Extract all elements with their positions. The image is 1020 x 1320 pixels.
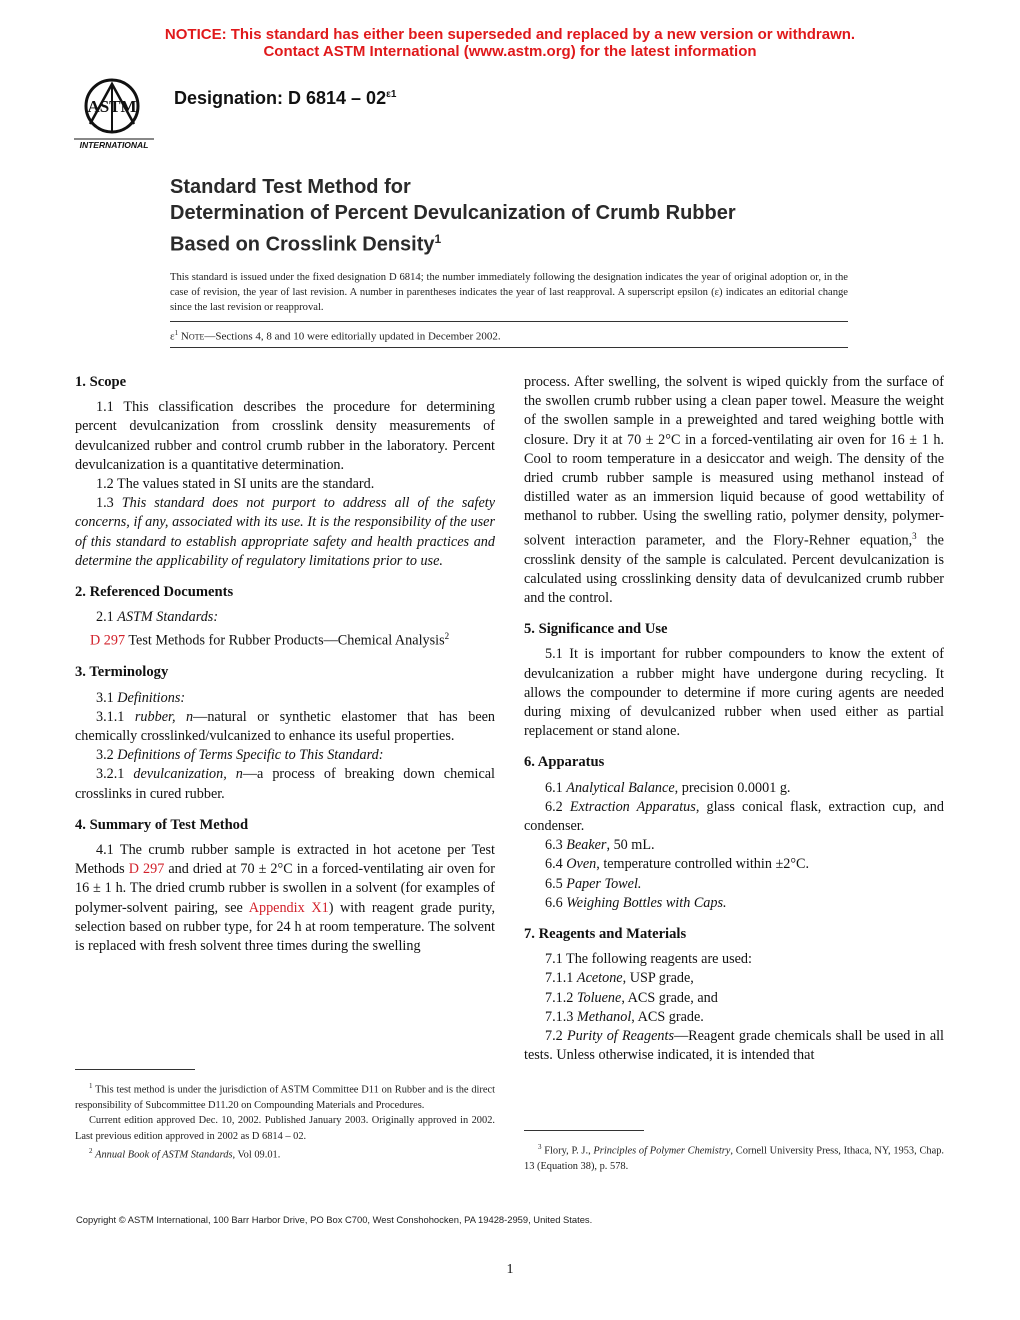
para-num: 1.3 [96,495,122,512]
paragraph: 5.1 It is important for rubber compounders to know the extent of devulcanization a rubber might have undergone during recycling. It allows the compounder to determine if more curing agents are needed during mixing of devulcanized rubber when used either as partial replacement or stand alone. [524,646,944,740]
para-num: 2.1 [96,609,118,626]
footnote-rule [75,1069,195,1070]
list-item: 6.2 Extraction Apparatus, glass conical flask, extraction cup, and condenser. [524,798,944,834]
ref-text: Test Methods for Rubber Products—Chemical Analysis [125,633,445,650]
paragraph: 7.1 The following reagents are used: [545,951,752,968]
page-number: 1 [506,1262,514,1277]
para-num: 3.2 [96,747,118,764]
section-heading: 1. Scope [75,374,127,390]
edit-note-sym: ε [170,330,175,343]
divider [170,321,848,322]
para-text: Definitions: [117,689,186,706]
paragraph: 1.1 This classification describes the procedure for determining percent devulcanization from crosslink density measurements of devulcanized rubber and control crumb rubber in the laboratory. Percent devulcanization is a quantitative determination. [75,399,495,473]
term: rubber, n [134,708,194,725]
para-num: 3.1.1 [96,708,135,725]
edit-note [170,329,501,343]
paragraph: 7.2 Purity of Reagents—Reagent grade chemicals shall be used in all tests. Unless otherwise indicated, it is intended that [524,1028,944,1064]
para-text: —natural or synthetic elastomer that has been chemically crosslinked/vulcanized to enhance its useful properties. [75,708,496,744]
logo-text: INTERNATIONAL [79,140,149,150]
para-num: 3.2.1 [96,766,134,783]
astm-logo [66,76,162,150]
section-heading: 2. Referenced Documents [75,584,234,601]
para-text: the crosslink density of the sample is calculated. Percent devulcanization is calculated using crosslinking density data of devulcanized crumb rubber and the control. [524,532,944,606]
title-line-1: Standard Test Method for [170,176,411,198]
edit-note-label: Note [180,330,205,343]
right-column [524,373,944,1065]
paragraph [75,708,495,746]
footnote-3: $^3$ Flory, P. J., Principles of Polymer Chemistry, Cornell University Press, Ithaca, NY, 1953, Chap. 13 (Equation 38), p. 578. [524,1143,945,1172]
list-item: 7.1.2 Toluene, ACS grade, and [545,989,718,1006]
edit-note-sup: 1 [174,329,179,337]
list-item: 6.1 Analytical Balance, precision 0.0001 g. [545,779,791,796]
designation-sup: ε1 [386,89,397,100]
section-heading: 3. Terminology [75,664,169,681]
term: devulcanization, n [133,766,243,783]
paragraph [75,765,495,803]
footnotes-left [75,1079,495,1163]
footnote-1-b: Current edition approved Dec. 10, 2002. Published January 2003. Originally approved in 2002. Last previous edition approved in 2002 as D 6814 – 02. [75,1115,495,1142]
left-column [75,373,495,956]
section-heading: 7. Reagents and Materials [524,926,687,943]
designation [174,88,396,109]
paragraph [524,373,944,608]
section-heading: 6. Apparatus [524,754,605,771]
para-text: 4.1 The crumb rubber sample is extracted in hot acetone per Test Methods [75,842,495,878]
paragraph [75,746,495,765]
para-text: This standard does not purport to address all of the safety concerns, if any, associated with its use. It is the responsibility of the user of this standard to establish appropriate safety and health practices and determine the applicability of regulatory limitations prior to use. [75,495,495,569]
paragraph [75,841,495,956]
notice-line-2: Contact ASTM International (www.astm.org) for the latest information [263,43,757,60]
reference-item [75,627,495,651]
paragraph [75,494,495,571]
list-item: 7.1.1 Acetone, USP grade, [545,970,694,987]
ref-sup: 3 [912,530,917,541]
para-text: ASTM Standards: [117,609,219,626]
copyright: Copyright © ASTM International, 100 Barr Harbor Drive, PO Box C700, West Conshohocken, PA 19428-2959, United States. [76,1214,593,1225]
appendix-link[interactable]: Appendix X1 [248,899,329,916]
title-line-3-text: Based on Crosslink Density [170,233,435,256]
list-item: 7.1.3 Methanol, ACS grade. [545,1008,704,1025]
para-text: —a process of breaking down chemical crosslinks in cured rubber. [75,766,496,802]
preamble: This standard is issued under the fixed designation D 6814; the number immediately following the designation indicates the year of original adoption or, in the case of revision, the year of last revision. A number in parentheses indicates the year of last reapproval. A superscript epsilon (ε) indicates an editorial change since the last revision or reapproval. [170,272,848,313]
footnote-1: $^1$ This test method is under the jurisdiction of ASTM Committee D11 on Rubber and is the direct responsibility of Subcommittee D11.20 on Compounding Materials and Procedures. [75,1082,495,1111]
paragraph [75,689,495,708]
list-item: 6.4 Oven, temperature controlled within ±2°C. [545,856,810,873]
list-item: 6.5 Paper Towel. [545,875,642,892]
para-num: 3.1 [96,689,118,706]
list-item: 6.3 Beaker, 50 mL. [545,837,655,854]
ref-link[interactable]: D 297 [128,861,165,878]
edit-note-text: —Sections 4, 8 and 10 were editorially updated in December 2002. [204,330,501,343]
divider [170,347,848,348]
para-text: process. After swelling, the solvent is wiped quickly from the surface of the swollen crumb rubber using a clean paper towel. Measure the weight of the swollen sample in a preweighted and tared weighing bottle with closure. Dry it at 70 ± 2°C in a forced-ventilating air oven for 16 ± 1 h. Cool to room temperature in a desiccator and weigh. The density of the dried crumb rubber sample is measured using methanol instead of distilled water as an immersion liquid because of good wettability of methanol to rubber. Using the swelling ratio, polymer density, polymer-solvent interaction parameter, and the Flory-Rehner equation, [524,374,944,549]
section-heading: 5. Significance and Use [524,621,668,638]
list-item: 6.6 Weighing Bottles with Caps. [545,894,727,911]
footnotes-right [524,1140,944,1174]
document-title [170,174,736,258]
notice-line-1: NOTICE: This standard has either been superseded and replaced by a new version or withdrawn. [164,26,856,43]
paragraph: 1.2 The values stated in SI units are the standard. [96,476,375,493]
para-text: Definitions of Terms Specific to This Standard: [117,747,384,764]
ref-link[interactable]: D 297 [90,633,126,650]
section-heading: 4. Summary of Test Method [75,816,249,833]
logo-letters: ASTM [87,97,137,116]
para-text: ) with reagent grade purity, selection based on rubber type, for 24 h at room temperature. The solvent is replaced with fresh solvent three times during the swelling [75,899,496,955]
footnote-rule [524,1130,644,1131]
ref-sup: 2 [444,631,450,642]
title-line-3 [170,226,736,258]
title-sup: 1 [434,232,442,246]
paragraph [75,608,495,627]
title-line-2: Determination of Percent Devulcanization of Crumb Rubber [170,202,736,224]
para-text: and dried at 70 ± 2°C in a forced-ventilating air oven for 16 ± 1 h. The dried crumb rubber is swollen in a solvent (for examples of polymer-solvent pairing, see [75,861,496,916]
designation-text: Designation: D 6814 – 02 [174,88,387,108]
footnote-2: $^2$ Annual Book of ASTM Standards, Vol 09.01. [89,1147,281,1161]
